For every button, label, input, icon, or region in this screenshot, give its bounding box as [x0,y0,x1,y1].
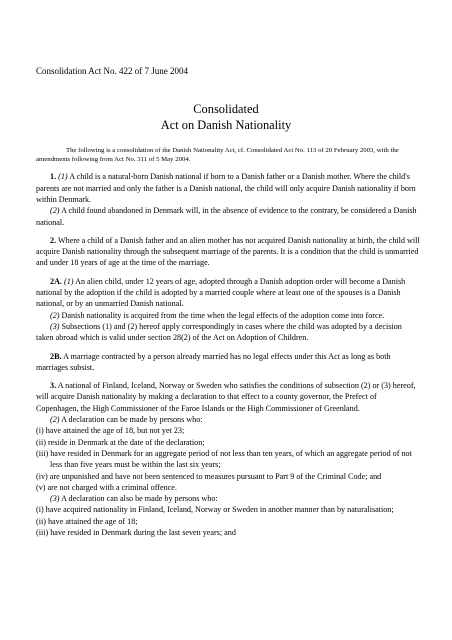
section-number: 2B. [50,351,62,361]
paragraph-text: A marriage contracted by a person already married has no legal effects under this Act as long as both marriages subsist. [36,351,391,372]
section-paragraph [36,321,420,344]
section-paragraph [36,276,420,310]
list-item: (iii) have resided in Denmark during the last seven years; and [36,528,236,538]
paragraph-text: A declaration can be made by persons who: [61,415,203,425]
intro-paragraph: The following is a consolidation of the Danish Nationality Act, cf. Consolidated Act No. 113 of 20 February 2003, with the amendments following from Act No. 311 of 5 May 2004. [36,147,399,164]
subsection-number: (2) [50,310,60,320]
document-body [36,146,420,545]
condition-list [36,504,420,538]
section-paragraph [36,310,420,321]
subsection-number: (2) [50,415,60,425]
title-line-1: Consolidated [193,102,259,116]
section-2 [36,235,420,269]
paragraph-text: Where a child of a Danish father and an alien mother has not acquired Danish nationality at birth, the child will acquire Danish nationality through the subsequent marriage of the parents. It is a condition that the child is unmarried and under 18 years of age at the time of the marriage. [36,235,420,268]
section-paragraph [36,380,420,414]
section-paragraph [36,414,420,425]
list-item: (iv) are unpunished and have not been sentenced to measures pursuant to Part 9 of the Criminal Code; and [36,471,382,481]
section-number: 1. [50,172,57,182]
section-paragraph [36,205,420,228]
section-3 [36,380,420,538]
subsection-number: (2) [50,206,60,216]
section-number: 2A. [50,276,62,286]
subsection-number: (1) [64,276,74,286]
paragraph-text: A national of Finland, Iceland, Norway or Sweden who satisfies the conditions of subsection (2) or (3) hereof, will acquire Danish nationality by making a declaration to that effect to a county governor, the Prefect of Copenhagen, the High Commissioner of the Faroe Islands or the High Commissioner of Greenland. [36,381,416,413]
document-header: Consolidation Act No. 422 of 7 June 2004 [36,66,188,76]
condition-list [36,425,420,493]
section-2a [36,276,420,344]
paragraph-text: A child is a natural-born Danish national if born to a Danish father or a Danish mother. Where the child's parents are not married and only the father is a Danish national, the child will only acquire Danish nationality if born within Denmark. [36,172,416,204]
section-paragraph [36,493,420,504]
section-paragraph [36,235,420,269]
section-paragraph [36,351,420,374]
paragraph-text: An alien child, under 12 years of age, adopted through a Danish adoption order will become a Danish national by the adoption if the child is adopted by a married couple where at least one of the spouses is a Danish national, or by an unmarried Danish national. [36,276,406,309]
section-1 [36,171,420,227]
subsection-number: (3) [50,494,60,504]
title-line-2: Act on Danish Nationality [160,118,292,132]
subsection-number: (3) [50,321,60,331]
list-item: (i) have attained the age of 18, but not yet 23; [36,426,185,436]
subsection-number: (1) [58,172,68,182]
section-number: 3. [50,381,57,391]
list-item: (iii) have resided in Denmark for an aggregate period of not less than ten years, of which an aggregate period of not less than five years must be within the last six years; [36,448,412,470]
list-item: (i) have acquired nationality in Finland, Iceland, Norway or Sweden in another manner than by naturalisation; [36,505,394,515]
list-item: (v) are not charged with a criminal offence. [36,482,177,492]
paragraph-text: Danish nationality is acquired from the time when the legal effects of the adoption come into force. [61,310,385,320]
paragraph-text: A child found abandoned in Denmark will, in the absence of evidence to the contrary, be considered a Danish national. [36,206,417,227]
section-2b [36,351,420,374]
paragraph-text: A declaration can also be made by persons who: [61,494,218,504]
paragraph-text: Subsections (1) and (2) hereof apply correspondingly in cases where the child was adopted by a decision taken abroad which is valid under section 28(2) of the Act on Adoption of Children. [36,321,402,343]
section-paragraph [36,171,420,205]
list-item: (ii) have attained the age of 18; [36,516,138,526]
section-number: 2. [50,235,57,245]
list-item: (ii) reside in Denmark at the date of the declaration; [36,437,205,447]
document-title [0,101,452,133]
